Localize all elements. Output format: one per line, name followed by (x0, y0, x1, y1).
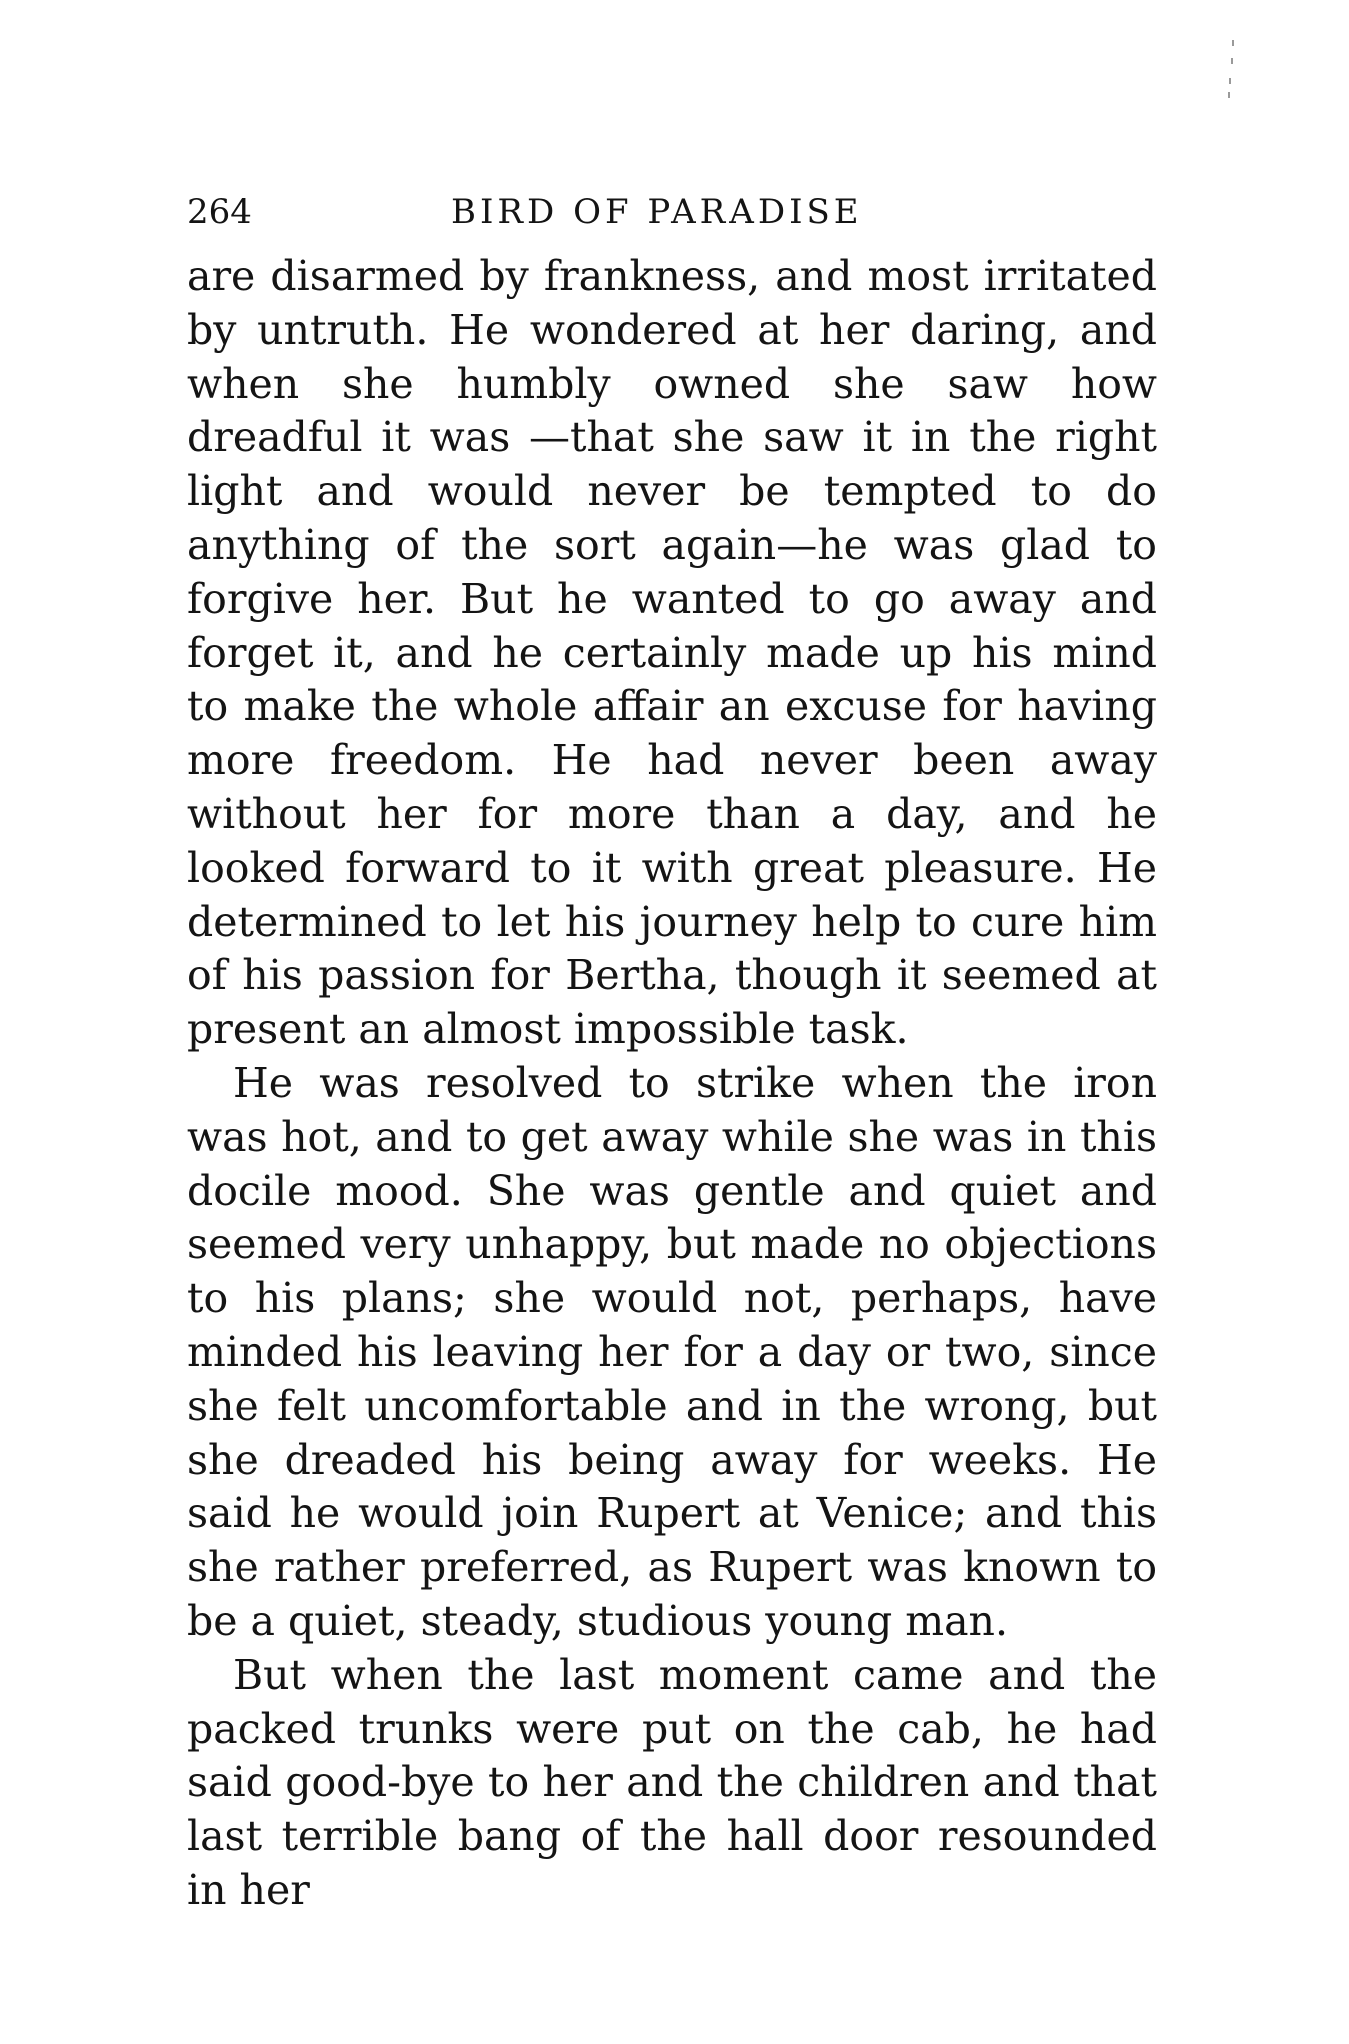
scan-speck (1231, 58, 1233, 64)
paragraph-continued: are disarmed by frankness, and most irritated by untruth. He wondered at her daring, and when she humbly owned she saw how dreadful it was —that she saw it in the right light and would never be tempted to do anything of the sort again—he was glad to forgive her. But he wanted to go away and forget it, and he certainly made up his mind to make the whole affair an excuse for having more freedom. He had never been away without her for more than a day, and he looked forward to it with great pleasure. He determined to let his journey help to cure him of his passion for Bertha, though it seemed at present an almost impossible task. (187, 252, 1157, 1054)
scan-speck (1229, 78, 1231, 84)
page-header (187, 188, 1157, 236)
body-text (187, 250, 1157, 1918)
scan-speck-marks (1228, 40, 1236, 100)
paragraph: He was resolved to strike when the iron was hot, and to get away while she was in this docile mood. She was gentle and quiet and seemed very unhappy, but made no objections to his plans; she would not, perhaps, have minded his leaving her for a day or two, since she felt uncomfortable and in the wrong, but she dreaded his being away for weeks. He said he would join Rupert at Venice; and this she rather preferred, as Rupert was known to be a quiet, steady, studious young man. (187, 1058, 1157, 1645)
scan-speck (1228, 92, 1230, 98)
page-number: 264 (187, 192, 252, 232)
scan-speck (1232, 40, 1234, 46)
paragraph: But when the last moment came and the packed trunks were put on the cab, he had said good-bye to her and the children and that last terrible bang of the hall door resounded in her (187, 1650, 1157, 1914)
running-title: BIRD OF PARADISE (451, 192, 863, 232)
